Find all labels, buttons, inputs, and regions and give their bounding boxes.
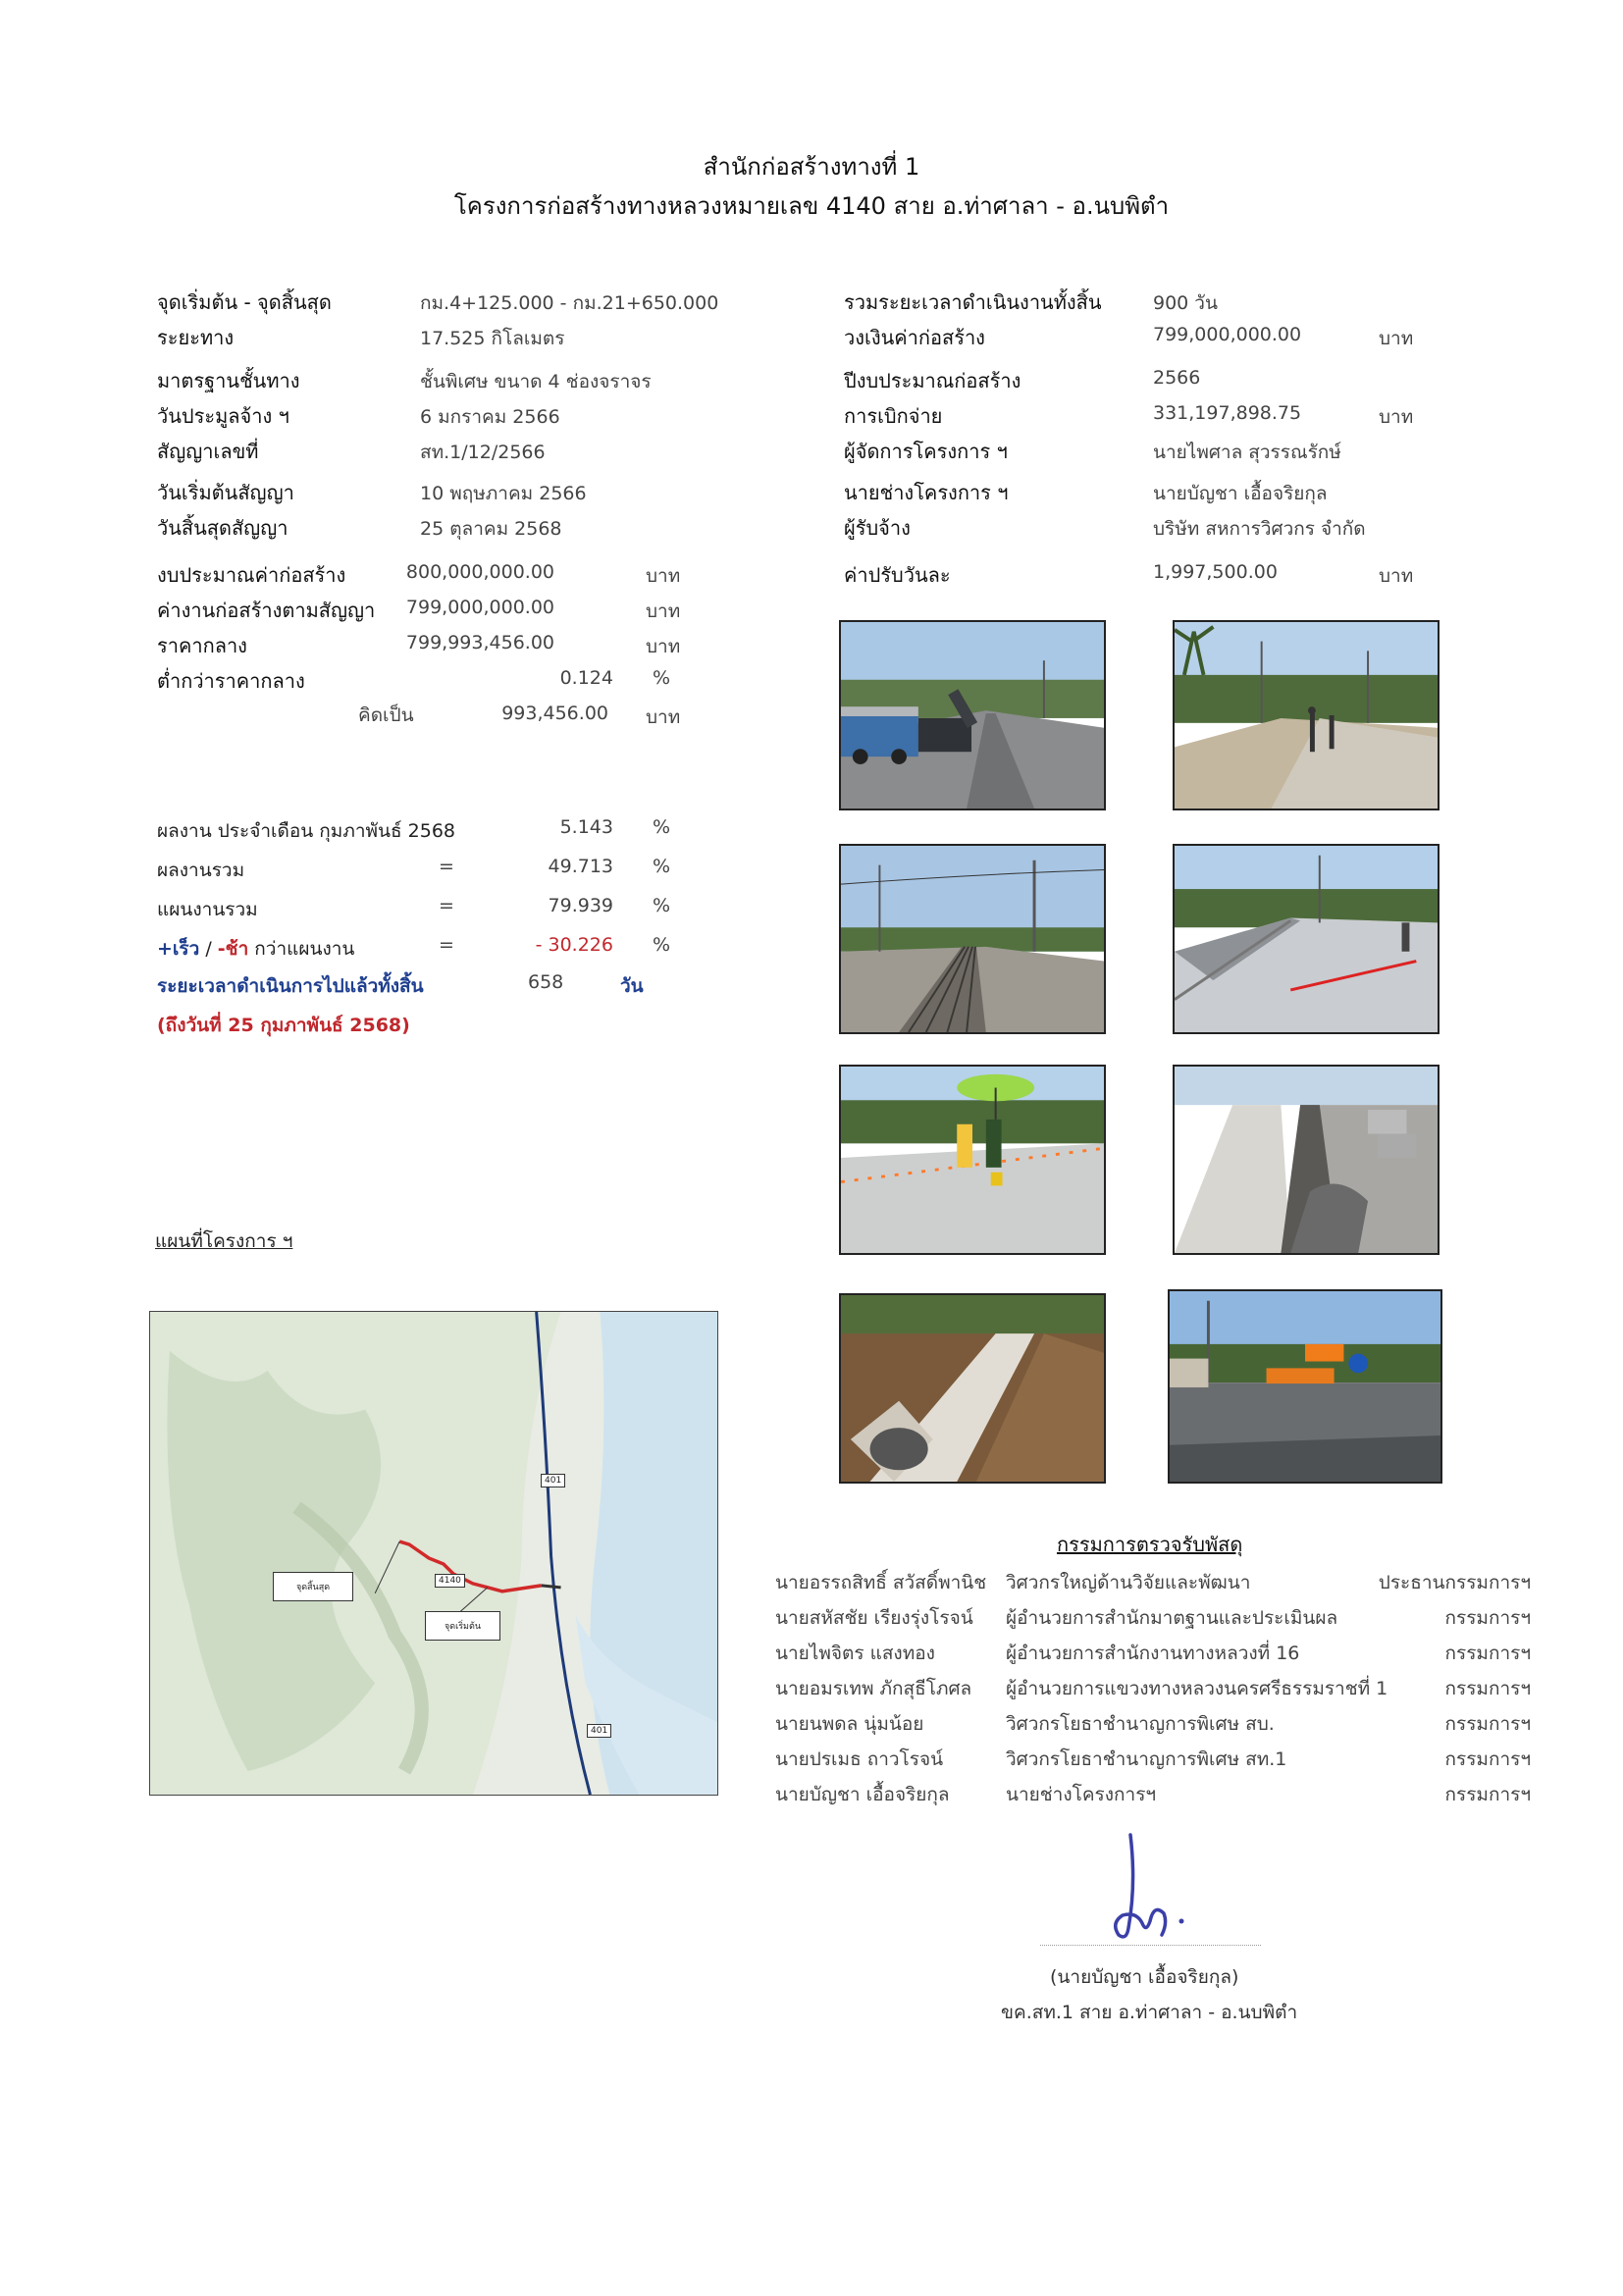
speed-value: - 30.226	[535, 934, 613, 956]
speed-label	[157, 934, 354, 964]
info-unit: บาท	[1379, 406, 1414, 428]
info-label: มาตรฐานชั้นทาง	[157, 369, 300, 392]
info-value: 6 มกราคม 2566	[420, 406, 560, 428]
map-end-label: จุดสิ้นสุด	[273, 1572, 353, 1601]
progress-value: 5.143	[559, 816, 613, 838]
info-label: ปีงบประมาณก่อสร้าง	[844, 369, 1021, 392]
progress-label: แผนงานรวม	[157, 899, 258, 920]
speed-fast: +เร็ว	[157, 938, 200, 960]
budget-label: ราคากลาง	[157, 634, 247, 657]
progress-eq: =	[439, 856, 454, 877]
progress-value: 79.939	[548, 895, 613, 916]
photo-milling-machine	[839, 620, 1106, 810]
signature-line	[1040, 1945, 1261, 1946]
member-name: นายบัญชา เอื้อจริยกุล	[775, 1784, 950, 1805]
budget-unit: บาท	[646, 636, 681, 657]
progress-unit: %	[653, 856, 671, 877]
info-value: นายไพศาล สุวรรณรักษ์	[1153, 442, 1341, 463]
photo-road-workers	[1173, 620, 1440, 810]
speed-eq: =	[439, 934, 454, 956]
info-label: จุดเริ่มต้น - จุดสิ้นสุด	[157, 290, 332, 314]
info-value: สท.1/12/2566	[420, 442, 546, 463]
progress-label: ผลงานรวม	[157, 860, 245, 881]
info-value: 331,197,898.75	[1153, 402, 1302, 424]
member-role: กรรมการฯ	[1444, 1748, 1531, 1770]
info-value: 799,000,000.00	[1153, 324, 1302, 345]
project-title: โครงการก่อสร้างทางหลวงหมายเลข 4140 สาย อ.ท่าศาลา - อ.นบพิตำ	[453, 192, 1170, 220]
member-role: กรรมการฯ	[1444, 1784, 1531, 1805]
speed-slow: -ช้า	[217, 938, 249, 960]
signer-title: ขค.สท.1 สาย อ.ท่าศาลา - อ.นบพิตำ	[1001, 2002, 1298, 2023]
speed-unit: %	[653, 934, 671, 956]
member-role: ประธานกรรมการฯ	[1378, 1572, 1531, 1593]
info-label: วันประมูลจ้าง ฯ	[157, 404, 289, 428]
budget-label: ค่างานก่อสร้างตามสัญญา	[157, 599, 376, 622]
photo-drainage-pipes	[839, 1293, 1106, 1484]
member-position: วิศวกรโยธาชำนาญการพิเศษ สท.1	[1006, 1748, 1287, 1770]
budget-value: 799,000,000.00	[405, 597, 554, 618]
member-name: นายอมรเทพ ภักสุธีโภศล	[775, 1678, 972, 1699]
progress-eq: =	[439, 895, 454, 916]
budget-unit: บาท	[646, 706, 681, 728]
member-position: วิศวกรโยธาชำนาญการพิเศษ สบ.	[1006, 1713, 1275, 1735]
budget-label: ต่ำกว่าราคากลาง	[157, 669, 305, 693]
route-401-shield: 401	[541, 1474, 565, 1487]
info-label: สัญญาเลขที่	[157, 440, 259, 463]
info-label: นายช่างโครงการ ฯ	[844, 481, 1009, 504]
route-401-shield: 401	[587, 1724, 611, 1738]
member-name: นายไพจิตร แสงทอง	[775, 1643, 935, 1664]
info-label: ผู้รับจ้าง	[844, 516, 911, 540]
progress-unit: %	[653, 816, 671, 838]
signer-name: (นายบัญชา เอื้อจริยกุล)	[1050, 1966, 1239, 1988]
member-position: ผู้อำนวยการสำนักงานทางหลวงที่ 16	[1006, 1643, 1300, 1664]
budget-unit: บาท	[646, 565, 681, 587]
progress-unit: %	[653, 895, 671, 916]
photo-rail-formwork	[839, 844, 1106, 1034]
route-4140-shield: 4140	[435, 1574, 465, 1588]
budget-value: 993,456.00	[501, 703, 608, 724]
map-title: แผนที่โครงการ ฯ	[155, 1230, 293, 1252]
info-value: ชั้นพิเศษ ขนาด 4 ช่องจราจร	[420, 371, 652, 392]
member-name: นายสหัสชัย เรียงรุ่งโรจน์	[775, 1607, 973, 1629]
member-position: ผู้อำนวยการแขวงทางหลวงนครศรีธรรมราชที่ 1	[1006, 1678, 1388, 1699]
map-start-label: จุดเริ่มต้น	[425, 1611, 500, 1641]
info-value: 25 ตุลาคม 2568	[420, 518, 562, 540]
info-value: 1,997,500.00	[1153, 561, 1278, 583]
budget-label: งบประมาณค่าก่อสร้าง	[157, 563, 346, 587]
info-label: การเบิกจ่าย	[844, 404, 943, 428]
elapsed-unit: วัน	[620, 975, 644, 997]
info-value: บริษัท สหการวิศวกร จำกัด	[1153, 518, 1366, 540]
photo-concrete-lane	[1173, 844, 1440, 1034]
info-label: ผู้จัดการโครงการ ฯ	[844, 440, 1008, 463]
speed-sep: /	[199, 938, 218, 960]
member-position: นายช่างโครงการฯ	[1006, 1784, 1157, 1805]
info-value: นายบัญชา เอื้อจริยกุล	[1153, 483, 1328, 504]
progress-value: 49.713	[548, 856, 613, 877]
as-of-date: (ถึงวันที่ 25 กุมภาพันธ์ 2568)	[157, 1015, 410, 1036]
info-value: 2566	[1153, 367, 1201, 389]
member-role: กรรมการฯ	[1444, 1678, 1531, 1699]
speed-suffix: กว่าแผนงาน	[248, 938, 355, 960]
info-label: วงเงินค่าก่อสร้าง	[844, 326, 985, 349]
member-position: ผู้อำนวยการสำนักมาตฐานและประเมินผล	[1006, 1607, 1338, 1629]
info-label: วันสิ้นสุดสัญญา	[157, 516, 288, 540]
progress-label: ผลงาน ประจำเดือน กุมภาพันธ์ 2568	[157, 820, 456, 842]
photo-median-barrier	[1173, 1065, 1440, 1255]
budget-value: 0.124	[559, 667, 613, 689]
info-unit: บาท	[1379, 565, 1414, 587]
elapsed-label: ระยะเวลาดำเนินการไปแล้วทั้งสิ้น	[157, 975, 424, 997]
info-label: ระยะทาง	[157, 326, 235, 349]
committee-title: กรรมการตรวจรับพัสดุ	[1057, 1533, 1243, 1556]
photo-traffic-sign	[1168, 1289, 1442, 1484]
budget-unit: %	[653, 667, 671, 689]
elapsed-value: 658	[528, 971, 564, 993]
member-role: กรรมการฯ	[1444, 1607, 1531, 1629]
info-label: รวมระยะเวลาดำเนินงานทั้งสิ้น	[844, 290, 1102, 314]
photo-umbrella-survey	[839, 1065, 1106, 1255]
info-value: 900 วัน	[1153, 292, 1218, 314]
budget-value: 799,993,456.00	[405, 632, 554, 653]
office-title: สำนักก่อสร้างทางที่ 1	[703, 153, 920, 181]
info-label: ค่าปรับวันละ	[844, 563, 951, 587]
member-role: กรรมการฯ	[1444, 1713, 1531, 1735]
budget-value: 800,000,000.00	[405, 561, 554, 583]
member-position: วิศวกรใหญ่ด้านวิจัยและพัฒนา	[1006, 1572, 1251, 1593]
info-label: วันเริ่มต้นสัญญา	[157, 481, 294, 504]
member-name: นายอรรถสิทธิ์ สวัสดิ์พานิช	[775, 1572, 987, 1593]
info-unit: บาท	[1379, 328, 1414, 349]
project-map	[149, 1311, 718, 1796]
info-value: 10 พฤษภาคม 2566	[420, 483, 587, 504]
info-value: 17.525 กิโลเมตร	[420, 328, 565, 349]
budget-label: คิดเป็น	[358, 704, 414, 726]
info-value: กม.4+125.000 - กม.21+650.000	[420, 292, 719, 314]
handwritten-signature	[1089, 1825, 1207, 1953]
budget-unit: บาท	[646, 600, 681, 622]
member-role: กรรมการฯ	[1444, 1643, 1531, 1664]
member-name: นายนพดล นุ่มน้อย	[775, 1713, 924, 1735]
member-name: นายปรเมธ ถาวโรจน์	[775, 1748, 944, 1770]
